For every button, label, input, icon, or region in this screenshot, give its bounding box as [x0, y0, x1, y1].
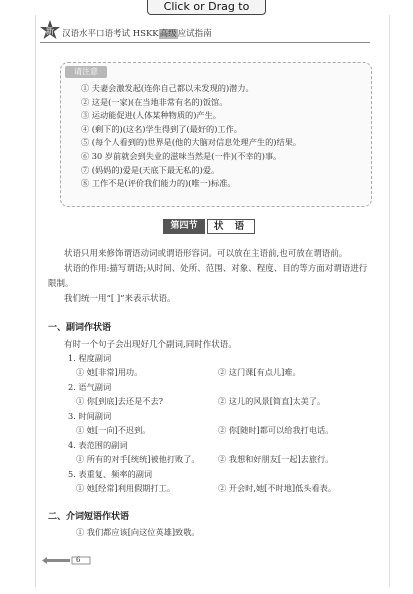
- note-item: ④ (剩下的)(这名)学生得到了(最好的)工作。: [81, 123, 242, 134]
- page-number: 6: [76, 556, 81, 564]
- example-right: ② 这门课[有点儿]难。: [218, 367, 301, 377]
- intro-paragraph-2: 状语的作用:描写谓语;从时间、处所、范围、对象、程度、目的等方面对谓语进行限制。: [48, 264, 368, 289]
- zoom-button[interactable]: Click or Drag to: [147, 0, 266, 15]
- section-title: 状 语: [207, 219, 255, 234]
- intro-paragraph-1: 状语只用来修饰谓语动词或谓语形容词。可以放在主语前,也可放在谓语前。: [64, 249, 348, 259]
- note-list: [81, 82, 301, 191]
- header-title-post: 应试指南: [177, 29, 212, 39]
- svg-text:新: 新: [45, 27, 55, 37]
- group-label: 4. 表范围的副词: [68, 440, 128, 450]
- section-number: 第四节: [163, 219, 205, 234]
- example-right: ② 你[随时]都可以给我打电话。: [218, 425, 334, 435]
- group-label: 1. 程度副词: [68, 353, 112, 363]
- header-divider: [40, 42, 370, 43]
- note-title: 请注意: [65, 66, 107, 78]
- note-item: ① 夫妻会激发起(连你自己都以未发现的)潜力。: [81, 83, 254, 93]
- example-left: ① 她[一向]不迟到。: [76, 425, 151, 435]
- footer-arrow-icon: [42, 556, 92, 565]
- group-label: 2. 语气副词: [68, 382, 112, 392]
- group-label: 5. 表重复、频率的副词: [68, 469, 153, 479]
- note-item: ⑧ 工作不是(评价我们能力的)(唯一)标准。: [81, 178, 236, 189]
- example-right: ② 开会时,她[不时地]低头看表。: [218, 483, 337, 493]
- header-title: [62, 27, 212, 39]
- note-item: ⑥ 30 岁前就会到失业的滋味当然是(一件)(不幸的)事。: [81, 150, 282, 161]
- part1-lead: 有时一个句子会出现好几个副词,同时作状语。: [64, 340, 237, 350]
- note-item: ② 这是(一家)(在当地非常有名的)饭馆。: [81, 96, 228, 107]
- new-star-logo: [40, 20, 60, 40]
- note-box: [60, 62, 372, 207]
- part2-heading: 二、介词短语作状语: [48, 512, 130, 522]
- part2-example: ① 我们都应该[向这位英雄]致敬。: [76, 527, 200, 537]
- example-right: ② 这儿的风景[简直]太美了。: [218, 396, 326, 406]
- section-banner: [163, 219, 255, 234]
- header-title-pre: 汉语水平口语考试 HSKK: [62, 29, 159, 39]
- example-left: ① 她[经常]利用假期打工。: [76, 483, 176, 493]
- note-item: ③ 运动能促进(人体某种物质的)产生。: [81, 110, 221, 121]
- example-right: ② 我想和好朋友[一起]去旅行。: [218, 454, 334, 464]
- intro-paragraph-3: 我们统一用“[ ]”来表示状语。: [64, 294, 176, 304]
- header-title-level: 高级: [159, 29, 177, 39]
- example-left: ① 所有的对手[统统]被他打败了。: [76, 454, 200, 464]
- page-header: [40, 24, 370, 40]
- part1-heading: 一、副词作状语: [48, 323, 112, 333]
- example-left: ① 你[到底]去还是不去?: [76, 396, 164, 406]
- group-label: 3. 时间副词: [68, 411, 112, 421]
- note-item: ⑤ (每个人看到的)世界是(他的大脑对信息处理产生的)结果。: [81, 137, 302, 148]
- note-item: ⑦ (妈妈的)爱是(天底下最无私的)爱。: [81, 164, 220, 175]
- example-left: ① 她[非常]用功。: [76, 367, 143, 377]
